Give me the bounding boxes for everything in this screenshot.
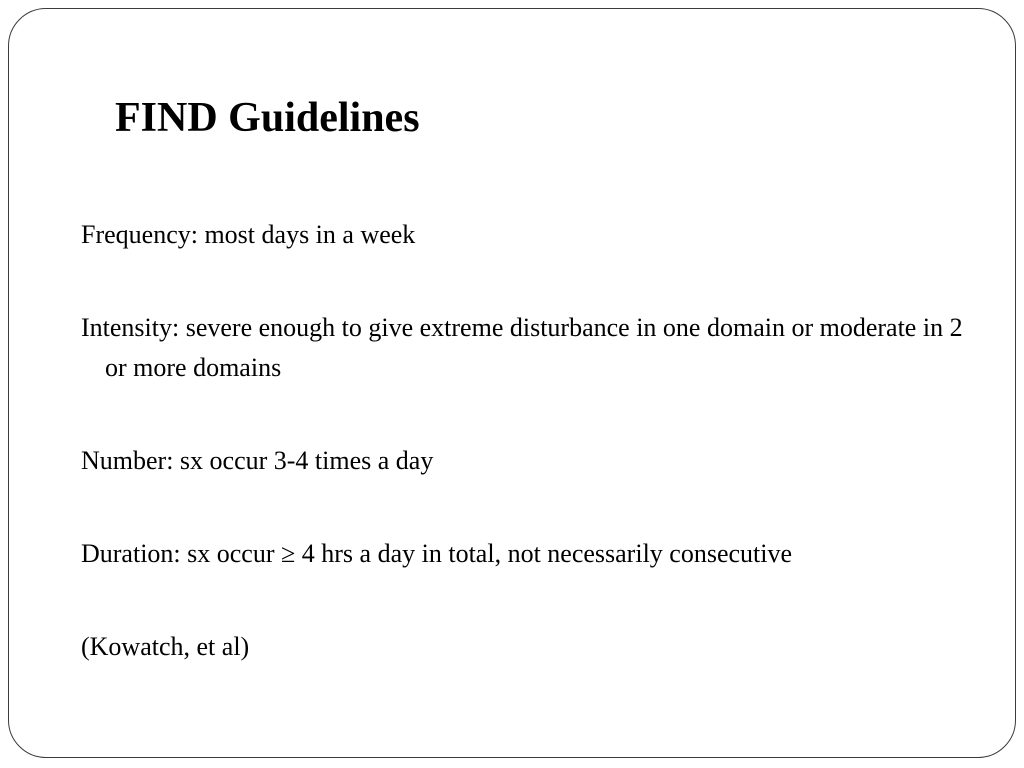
bullet-citation: (Kowatch, et al) [81,632,250,661]
slide-title: FIND Guidelines [115,95,420,141]
bullet-duration: Duration: sx occur ≥ 4 hrs a day in total, not necessarily consecutive [81,539,793,568]
bullet-number: Number: sx occur 3-4 times a day [81,446,434,475]
slide-frame [8,8,1016,758]
bullet-frequency: Frequency: most days in a week [81,220,416,249]
bullet-list [81,215,981,667]
bullet-intensity: Intensity: severe enough to give extreme disturbance in one domain or moderate in 2 or more domains [81,313,963,382]
